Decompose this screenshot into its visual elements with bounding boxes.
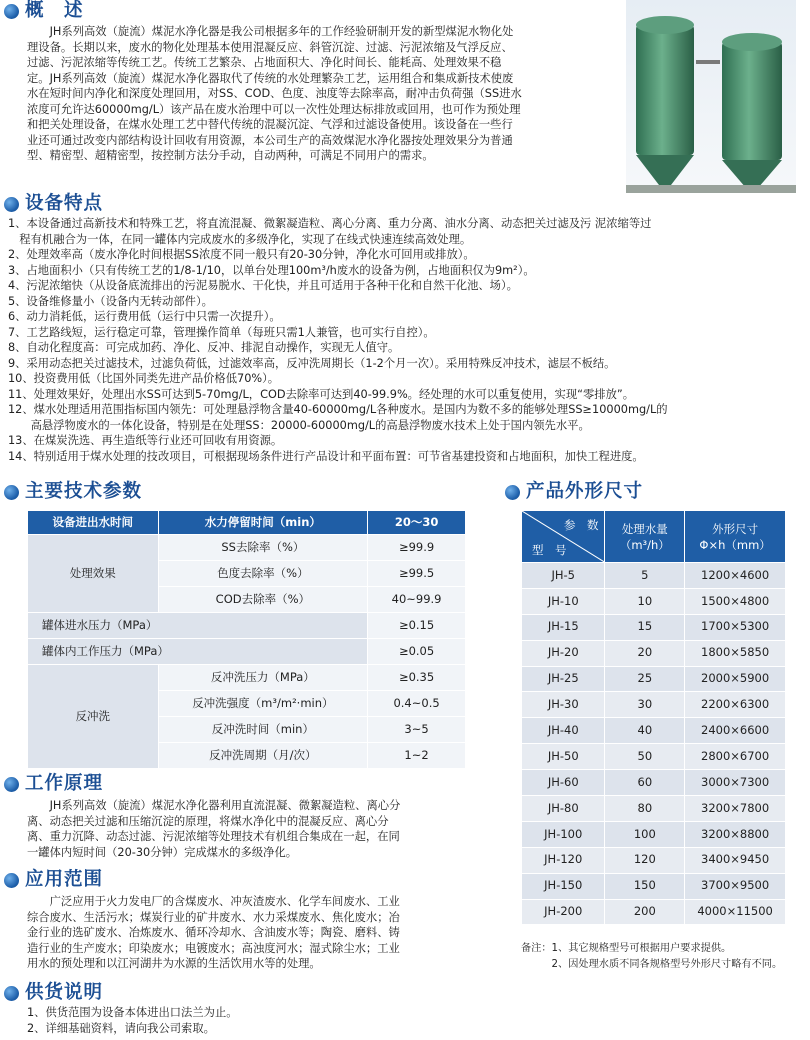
- list-item: 6、动力消耗低，运行费用低（运行中只需一次提升）。: [8, 310, 281, 323]
- list-item: 10、投资费用低（比国外同类先进产品价格低70%）。: [8, 372, 280, 385]
- dimension-table: [521, 510, 786, 925]
- list-item: 2、处理效率高（废水净化时间根据SS浓度不同一般只有20-30分钟，净化水可回用或排放）。: [8, 248, 475, 261]
- bullet-icon: [4, 197, 19, 212]
- section-title: 产品外形尺寸: [526, 481, 644, 503]
- table-cell: 处理效果: [28, 535, 159, 613]
- table-cell: ≥0.35: [368, 665, 466, 691]
- supply-text: 1、供货范围为设备本体进出口法兰为止。 2、详细基础资料，请向我公司索取。: [27, 1006, 238, 1035]
- table-note: 2、因处理水质不同各规格型号外形尺寸略有不同。: [521, 959, 783, 970]
- table-row: [28, 613, 466, 639]
- table-row: JH-30 30 2200×6300: [522, 692, 786, 718]
- table-row: JH-80 80 3200×7800: [522, 796, 786, 822]
- table-cell: ≥0.15: [368, 613, 466, 639]
- list-item: 3、占地面积小（只有传统工艺的1/8-1/10，以单台处理100m³/h废水的设备为例，占地面积仅为9m²）。: [8, 263, 535, 277]
- list-item: 7、工艺路线短，运行稳定可靠，管理操作简单（每班只需1人兼管，也可实行自控）。: [8, 325, 435, 339]
- spec-table: [27, 510, 466, 769]
- list-item: 程有机融合为一体，在同一罐体内完成废水的多级净化，实现了在线式快速连续高效处理。: [8, 232, 472, 246]
- list-item: 14、特别适用于煤水处理的技改项目，可根据现场条件进行产品设计和平面布置：可节省基建投资和占地面积，加快工程进度。: [8, 449, 644, 463]
- list-item: 4、污泥浓缩快（从设备底流排出的污泥易脱水、干化快，并且可适用于各种干化和自然干化池、场）。: [8, 279, 518, 292]
- table-row: [28, 535, 466, 561]
- list-item: 13、在煤炭洗选、再生造纸等行业还可回收有用资源。: [8, 434, 283, 447]
- section-title: 设备特点: [25, 193, 104, 215]
- table-row: JH-120 120 3400×9450: [522, 847, 786, 873]
- table-row: JH-5 5 1200×4600: [522, 563, 786, 589]
- table-cell: SS去除率（%）: [158, 535, 368, 561]
- table-row: JH-10 10 1500×4800: [522, 588, 786, 614]
- table-row: [28, 665, 466, 691]
- section-applications-header: [4, 869, 103, 891]
- table-cell: 3~5: [368, 717, 466, 743]
- table-row: JH-60 60 3000×7300: [522, 770, 786, 796]
- table-row: JH-200 200 4000×11500: [522, 899, 786, 925]
- table-cell: 罐体内工作压力（MPa）: [28, 639, 368, 665]
- list-item: 5、设备维修量小（设备内无转动部件）。: [8, 294, 213, 308]
- bullet-icon: [4, 986, 19, 1001]
- table-header-cell: 水力停留时间（min）: [158, 511, 368, 535]
- overview-text: JH系列高效（旋流）煤泥水净化器是我公司根据多年的工作经验研制开发的新型煤泥水物化处 理设备。长期以来，废水的物化处理基本使用混凝反应、斜管沉淀、过滤、污泥浓缩及气浮反应、 过滤、污泥浓缩等传统工艺。传统工艺繁杂、占地面积大、净化时间长、能耗高、处理效果不稳 定。JH系列高效（旋流）煤泥水净化器取代了传统的水处理繁杂工艺，运用组合和集成新技术使废 水在短时间内净化和深度处理回用，对SS、COD、色度、浊度等去除率高，耐冲击负荷强（SS进水 浓度可允许达60000mg/L）该产品在废水治理中可以一次性处理达标排放或回用，也可作为预处理 和把关处理设备，在煤水处理工艺中替代传统的混凝沉淀、气浮和过滤设备使用。该设备在一些行 业还可通过改变内部结构设计回收有用资源，本公司生产的高效煤泥水净化器按处理效果分为普通 型、精密型、超精密型，按控制方法分手动，自动两种，可满足不同用户的需求。: [27, 25, 522, 162]
- table-header-cell: 20～30: [368, 511, 466, 535]
- section-principle-header: [4, 773, 103, 795]
- principle-text: JH系列高效（旋流）煤泥水净化器利用直流混凝、微絮凝造粒、离心分 离、动态把关过滤和压缩沉淀的原理，将煤水净化中的混凝反应、离心分 离、重力沉降、动态过滤、污泥浓缩等处理技术有机组合集成在一起，在同 一罐体内短时间（20-30分钟）完成煤水的多级净化。: [27, 799, 401, 859]
- table-cell: ≥99.5: [368, 561, 466, 587]
- table-row: JH-25 25 2000×5900: [522, 666, 786, 692]
- bullet-icon: [4, 485, 19, 500]
- table-header-cell: 设备进出水时间: [28, 511, 159, 535]
- bullet-icon: [4, 777, 19, 792]
- table-cell: 1~2: [368, 743, 466, 769]
- section-title: 应用范围: [25, 869, 104, 891]
- table-cell: 罐体进水压力（MPa）: [28, 613, 368, 639]
- section-title: 概 述: [25, 0, 84, 22]
- applications-text: 广泛应用于火力发电厂的含煤废水、冲灰渣废水、化学车间废水、工业 综合废水、生活污水；煤炭行业的矿井废水、水力采煤废水、焦化废水；冶 金行业的选矿废水、冶炼废水、循环冷却水、含油废水等；陶瓷、磨料、铸 造行业的生产废水；印染废水；电镀废水；高浊度河水；湿式除尘水；工业 用水的预处理和以江河湖井为水源的生活饮用水等的处理。: [27, 895, 400, 970]
- table-note: 备注：1、其它规格型号可根据用户要求提供。: [521, 943, 732, 954]
- table-cell: ≥99.9: [368, 535, 466, 561]
- table-row: JH-100 100 3200×8800: [522, 821, 786, 847]
- list-item: 11、处理效果好，处理出水SS可达到5-70mg/L，COD去除率可达到40-99.9%。经处理的水可以重复使用，实现“零排放”。: [8, 387, 635, 401]
- table-row: JH-40 40 2400×6600: [522, 718, 786, 744]
- table-row: JH-20 20 1800×5850: [522, 640, 786, 666]
- table-header-corner: 参 数 型 号: [522, 511, 605, 563]
- bullet-icon: [4, 4, 19, 19]
- table-row: JH-15 15 1700×5300: [522, 614, 786, 640]
- table-cell: 反冲洗强度（m³/m²·min）: [158, 691, 368, 717]
- table-cell: 0.4~0.5: [368, 691, 466, 717]
- table-cell: 反冲洗: [28, 665, 159, 769]
- list-item: 1、本设备通过高新技术和特殊工艺，将直流混凝、微絮凝造粒、离心分离、重力分离、油水分离、动态把关过滤及污 泥浓缩等过: [8, 217, 652, 230]
- table-row: JH-150 150 3700×9500: [522, 873, 786, 899]
- table-cell: 色度去除率（%）: [158, 561, 368, 587]
- table-header-cell: 外形尺寸 Φ×h（mm）: [685, 511, 786, 563]
- section-overview-header: [4, 0, 84, 22]
- list-item: 8、自动化程度高：可完成加药、净化、反冲、排泥自动操作，实现无人值守。: [8, 341, 400, 354]
- list-item: 高悬浮物废水的一体化设备，特别是在处理SS：20000-60000mg/L的高悬浮物废水技术上处于国内领先水平。: [8, 418, 590, 432]
- section-title: 供货说明: [25, 982, 104, 1004]
- table-header-cell: 处理水量 （m³/h）: [605, 511, 685, 563]
- bullet-icon: [505, 485, 520, 500]
- table-cell: 反冲洗周期（月/次）: [158, 743, 368, 769]
- bullet-icon: [4, 873, 19, 888]
- section-specs-header: [4, 481, 142, 503]
- table-cell: 40~99.9: [368, 587, 466, 613]
- table-cell: 反冲洗时间（min）: [158, 717, 368, 743]
- section-supply-header: [4, 982, 103, 1004]
- list-item: 9、采用动态把关过滤技术，过滤负荷低，过滤效率高，反冲洗周期长（1-2个月一次）。采用特殊反冲技术，滤层不板结。: [8, 356, 616, 370]
- equipment-photo: [626, 0, 796, 193]
- table-cell: COD去除率（%）: [158, 587, 368, 613]
- section-features-header: [4, 193, 103, 215]
- features-list: [8, 216, 800, 464]
- section-title: 工作原理: [25, 773, 104, 795]
- section-dimensions-header: [505, 481, 643, 503]
- table-cell: ≥0.05: [368, 639, 466, 665]
- table-row: [28, 639, 466, 665]
- section-title: 主要技术参数: [25, 481, 143, 503]
- table-row: JH-50 50 2800×6700: [522, 744, 786, 770]
- table-cell: 反冲洗压力（MPa）: [158, 665, 368, 691]
- list-item: 12、煤水处理适用范围指标国内领先：可处理悬浮物含量40-60000mg/L各种废水。是国内为数不多的能够处理SS≥10000mg/L的: [8, 403, 668, 416]
